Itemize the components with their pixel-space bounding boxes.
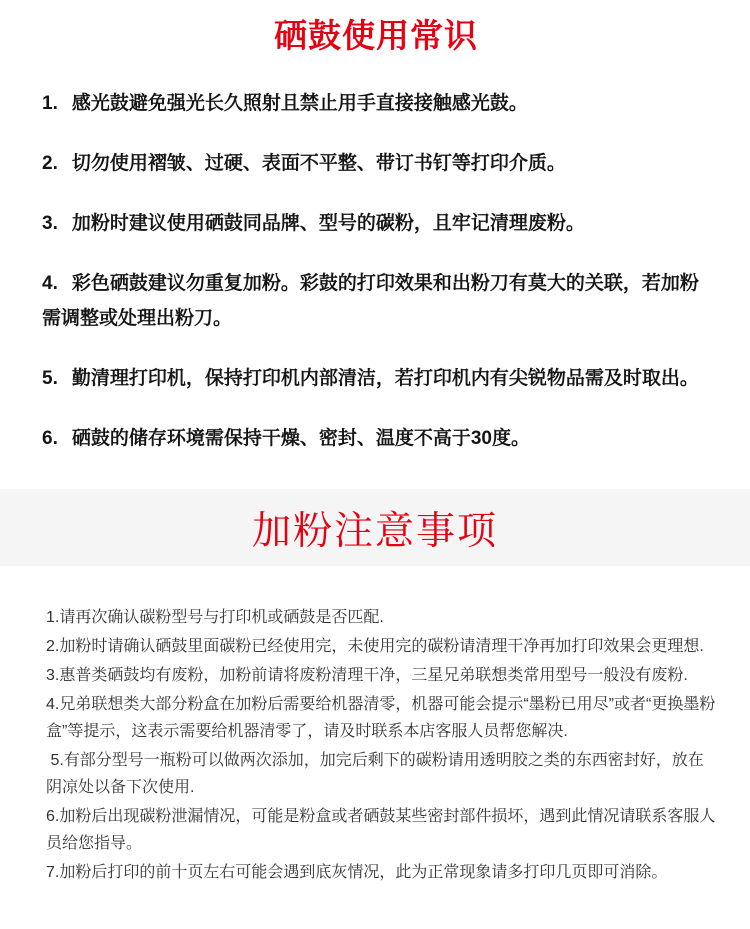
item-number: 6. <box>42 428 58 449</box>
refill-notes-title: 加粉注意事项 <box>251 509 498 553</box>
usage-tip-item <box>42 86 710 121</box>
item-number: 4. <box>42 273 58 294</box>
item-number: 3. <box>42 213 58 234</box>
usage-tip-item <box>42 421 710 456</box>
refill-note-item: 4.兄弟联想类大部分粉盒在加粉后需要给机器清零，机器可能会提示“墨粉已用尽”或者“更换墨粉盒”等提示，这表示需要给机器清零了，请及时联系本店客服人员帮您解决. <box>46 696 716 740</box>
item-number: 2. <box>42 153 58 174</box>
refill-notes-header-band <box>0 489 750 566</box>
item-text: 加粉时建议使用硒鼓同品牌、型号的碳粉，且牢记清理废粉。 <box>71 213 585 234</box>
refill-notes-section <box>0 566 750 886</box>
refill-note-item: 2.加粉时请确认硒鼓里面碳粉已经使用完，未使用完的碳粉请清理干净再加打印效果会更理想. <box>46 638 704 655</box>
refill-note-item: 1.请再次确认碳粉型号与打印机或硒鼓是否匹配. <box>46 609 384 626</box>
item-number: 1. <box>42 93 58 114</box>
usage-tips-list <box>42 86 710 456</box>
item-text: 彩色硒鼓建议勿重复加粉。彩鼓的打印效果和出粉刀有莫大的关联，若加粉需调整或处理出粉刀。 <box>42 273 699 329</box>
item-text: 硒鼓的储存环境需保持干燥、密封、温度不高于30度。 <box>71 428 530 449</box>
usage-tip-item <box>42 361 710 396</box>
refill-note-item: 7.加粉后打印的前十页左右可能会遇到底灰情况，此为正常现象请多打印几页即可消除。 <box>46 864 668 881</box>
item-text: 感光鼓避免强光长久照射且禁止用手直接接触感光鼓。 <box>71 93 528 114</box>
usage-tip-item <box>42 266 710 336</box>
refill-note-item: 6.加粉后出现碳粉泄漏情况，可能是粉盒或者硒鼓某些密封部件损坏，遇到此情况请联系客服人员给您指导。 <box>46 808 716 852</box>
item-number: 5. <box>42 368 58 389</box>
refill-note-item: 3.惠普类硒鼓均有废粉，加粉前请将废粉清理干净，三星兄弟联想类常用型号一般没有废粉. <box>46 667 688 684</box>
refill-note-item: 5.有部分型号一瓶粉可以做两次添加，加完后剩下的碳粉请用透明胶之类的东西密封好，放在阴凉处以备下次使用. <box>46 752 704 796</box>
usage-tip-item <box>42 206 710 241</box>
usage-tips-title: 硒鼓使用常识 <box>274 17 478 54</box>
usage-tip-item <box>42 146 710 181</box>
item-text: 勤清理打印机，保持打印机内部清洁，若打印机内有尖锐物品需及时取出。 <box>71 368 699 389</box>
item-text: 切勿使用褶皱、过硬、表面不平整、带订书钉等打印介质。 <box>71 153 566 174</box>
